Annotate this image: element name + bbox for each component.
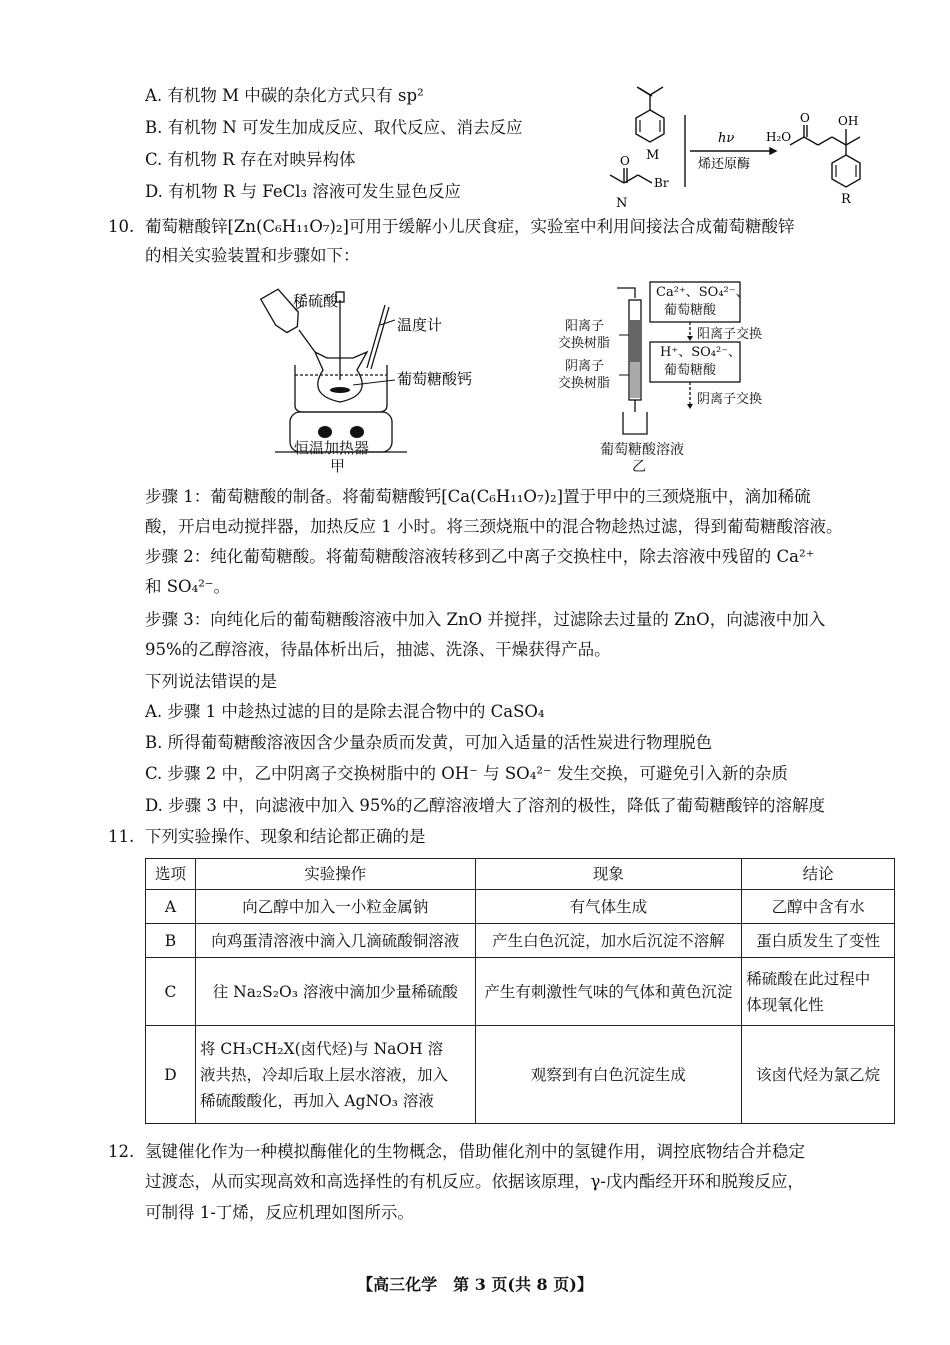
q10-step2-line1: 步骤 2：纯化葡萄糖酸。将葡萄糖酸溶液转移到乙中离子交换柱中，除去溶液中残留的 Ca²⁺ (145, 547, 815, 566)
label-br: Br (654, 176, 669, 190)
row-c-phenomenon: 产生有刺激性气味的气体和黄色沉淀 (475, 958, 742, 1026)
label-n: N (616, 196, 628, 211)
q11-table (145, 858, 895, 1124)
row-c-operation: 往 Na₂S₂O₃ 溶液中滴加少量稀硫酸 (195, 958, 475, 1026)
exchange2-label: 阴离子交换 (697, 392, 763, 407)
table-row (146, 924, 895, 958)
q11-stem: 下列实验操作、现象和结论都正确的是 (145, 827, 426, 846)
q10-option-d: D. 步骤 3 中，向滤液中加入 95%的乙醇溶液增大了溶剂的极性，降低了葡萄糖酸锌的溶解度 (145, 796, 826, 815)
q12-line2: 过渡态，从而实现高效和高选择性的有机反应。依据该原理，γ-戊内酯经开环和脱羧反应， (145, 1172, 804, 1191)
step2-water: H₂O (766, 130, 792, 144)
q12-line3: 可制得 1-丁烯，反应机理如图所示。 (145, 1203, 414, 1222)
row-c-option: C (146, 958, 196, 1026)
q10-option-b: B. 所得葡萄糖酸溶液因含少量杂质而发黄，可加入适量的活性炭进行物理脱色 (145, 733, 713, 752)
q10-step1-line1: 步骤 1：葡萄糖酸的制备。将葡萄糖酸钙[Ca(C₆H₁₁O₇)₂]置于甲中的三颈烧瓶中，滴加稀硫 (145, 487, 811, 506)
header-operation: 实验操作 (195, 859, 475, 890)
row-b-conclusion: 蛋白质发生了变性 (742, 924, 895, 958)
row-d-operation-line1: 将 CH₃CH₂X(卤代烃)与 NaOH 溶 (199, 1039, 444, 1058)
label-anion-resin-2: 交换树脂 (558, 376, 611, 391)
label-m: M (646, 148, 660, 163)
q9-reaction-scheme (590, 75, 910, 215)
row-c-conclusion-line2: 体现氧化性 (746, 995, 824, 1014)
label-thermometer: 温度计 (397, 316, 443, 334)
row-c-conclusion (742, 958, 895, 1026)
q10-option-c: C. 步骤 2 中，乙中阴离子交换树脂中的 OH⁻ 与 SO₄²⁻ 发生交换，可避免引入新的杂质 (145, 764, 788, 783)
row-d-option: D (146, 1026, 196, 1124)
table-header-row (146, 859, 895, 890)
label-cation-resin-2: 交换树脂 (558, 336, 611, 351)
header-conclusion: 结论 (742, 859, 895, 890)
box1-line2: 葡萄糖酸 (664, 303, 717, 318)
row-a-operation: 向乙醇中加入一小粒金属钠 (195, 890, 475, 924)
label-oh: OH (838, 114, 859, 128)
row-a-conclusion: 乙醇中含有水 (742, 890, 895, 924)
apparatus-b-name: 乙 (632, 459, 646, 475)
q10-number: 10. (108, 217, 135, 236)
row-a-option: A (146, 890, 196, 924)
condition-enzyme: 烯还原酶 (698, 157, 751, 172)
q10-step3-line1: 步骤 3：向纯化后的葡萄糖酸溶液中加入 ZnO 并搅拌，过滤除去过量的 ZnO，向滤液中加入 (145, 610, 826, 629)
table-row (146, 1026, 895, 1124)
row-d-phenomenon: 观察到有白色沉淀生成 (475, 1026, 742, 1124)
q9-option-d: D. 有机物 R 与 FeCl₃ 溶液可发生显色反应 (145, 182, 461, 201)
row-d-conclusion: 该卤代烃为氯乙烷 (742, 1026, 895, 1124)
row-b-option: B (146, 924, 196, 958)
row-a-phenomenon: 有气体生成 (475, 890, 742, 924)
q12-line1: 氢键催化作为一种模拟酶催化的生物概念，借助催化剂中的氢键作用，调控底物结合并稳定 (145, 1142, 805, 1161)
condition-hv: hν (718, 131, 735, 146)
q10-step3-line2: 95%的乙醇溶液，待晶体析出后，抽滤、洗涤、干燥获得产品。 (145, 640, 611, 659)
row-b-operation: 向鸡蛋清溶液中滴入几滴硫酸铜溶液 (195, 924, 475, 958)
q12-number: 12. (108, 1142, 135, 1161)
box2-line2: 葡萄糖酸 (664, 363, 717, 378)
box2-line1: H⁺、SO₄²⁻、 (660, 345, 742, 360)
q10-step2-line2: 和 SO₄²⁻。 (145, 577, 231, 596)
row-d-operation (195, 1026, 475, 1124)
q10-question: 下列说法错误的是 (145, 672, 277, 691)
label-cation-resin-1: 阳离子 (565, 319, 605, 334)
label-dilute-acid: 稀硫酸 (293, 292, 339, 310)
q10-intro-line1: 葡萄糖酸锌[Zn(C₆H₁₁O₇)₂]可用于缓解小儿厌食症，实验室中利用间接法合成葡萄糖酸锌 (145, 217, 795, 236)
box1-line1: Ca²⁺、SO₄²⁻、 (656, 285, 749, 300)
label-o-n: O (620, 154, 630, 168)
row-d-operation-line3: 稀硫酸酸化，再加入 AgNO₃ 溶液 (199, 1091, 434, 1110)
apparatus-a (255, 280, 485, 475)
q10-step1-line2: 酸，开启电动搅拌器，加热反应 1 小时。将三颈烧瓶中的混合物趁热过滤，得到葡萄糖酸溶液。 (145, 517, 843, 536)
apparatus-a-name: 甲 (330, 457, 346, 475)
row-c-conclusion-line1: 稀硫酸在此过程中 (746, 969, 871, 988)
label-solution: 葡萄糖酸溶液 (600, 442, 684, 458)
table-row (146, 958, 895, 1026)
row-d-operation-line2: 液共热，冷却后取上层水溶液，加入 (199, 1065, 448, 1084)
table-row (146, 890, 895, 924)
header-option: 选项 (146, 859, 196, 890)
q9-option-b: B. 有机物 N 可发生加成反应、取代反应、消去反应 (145, 118, 523, 137)
page-footer: 【高三化学 第 3 页(共 8 页)】 (357, 1275, 593, 1294)
q10-intro-line2: 的相关实验装置和步骤如下： (145, 246, 360, 265)
q9-option-a: A. 有机物 M 中碳的杂化方式只有 sp² (145, 86, 424, 105)
q9-option-c: C. 有机物 R 存在对映异构体 (145, 150, 356, 169)
label-r: R (841, 192, 851, 207)
label-calcium-gluconate: 葡萄糖酸钙 (397, 370, 473, 388)
row-b-phenomenon: 产生白色沉淀，加水后沉淀不溶解 (475, 924, 742, 958)
q11-number: 11. (108, 827, 135, 846)
label-heater-text: 恒温加热器 (294, 439, 370, 457)
label-anion-resin-1: 阴离子 (565, 359, 605, 374)
exchange1-label: 阳离子交换 (697, 327, 763, 342)
header-phenomenon: 现象 (475, 859, 742, 890)
label-o-r: O (800, 111, 810, 125)
q10-option-a: A. 步骤 1 中趁热过滤的目的是除去混合物中的 CaSO₄ (145, 702, 545, 721)
